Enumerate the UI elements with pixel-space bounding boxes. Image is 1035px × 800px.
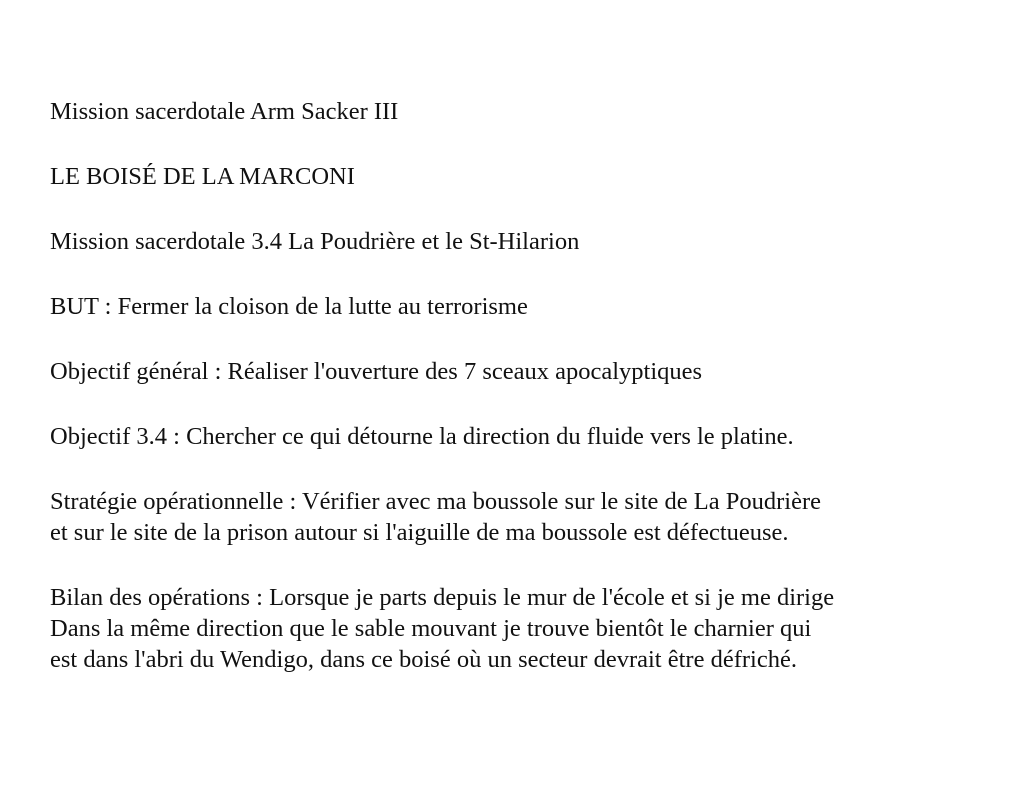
bilan-line: Bilan des opérations : Lorsque je parts depuis le mur de l'école et si je me dirige bbox=[50, 584, 835, 611]
mission-title: Mission sacerdotale Arm Sacker III bbox=[50, 98, 399, 125]
goal-line: BUT : Fermer la cloison de la lutte au terrorisme bbox=[50, 293, 528, 320]
general-objective-line: Objectif général : Réaliser l'ouverture des 7 sceaux apocalyptiques bbox=[50, 358, 703, 385]
strategy-line: Stratégie opérationnelle : Vérifier avec ma boussole sur le site de La Poudrière bbox=[50, 488, 822, 515]
document-page bbox=[50, 96, 1010, 709]
mission-subtitle: Mission sacerdotale 3.4 La Poudrière et le St-Hilarion bbox=[50, 228, 580, 255]
bilan-line: est dans l'abri du Wendigo, dans ce boisé où un secteur devrait être défriché. bbox=[50, 646, 797, 673]
strategy-paragraph bbox=[50, 486, 1010, 548]
bilan-line: Dans la même direction que le sable mouvant je trouve bientôt le charnier qui bbox=[50, 615, 812, 642]
strategy-line: et sur le site de la prison autour si l'aiguille de ma boussole est défectueuse. bbox=[50, 519, 789, 546]
bilan-paragraph bbox=[50, 582, 1010, 675]
section-heading: LE BOISÉ DE LA MARCONI bbox=[50, 163, 355, 190]
specific-objective-line: Objectif 3.4 : Chercher ce qui détourne la direction du fluide vers le platine. bbox=[50, 423, 794, 450]
